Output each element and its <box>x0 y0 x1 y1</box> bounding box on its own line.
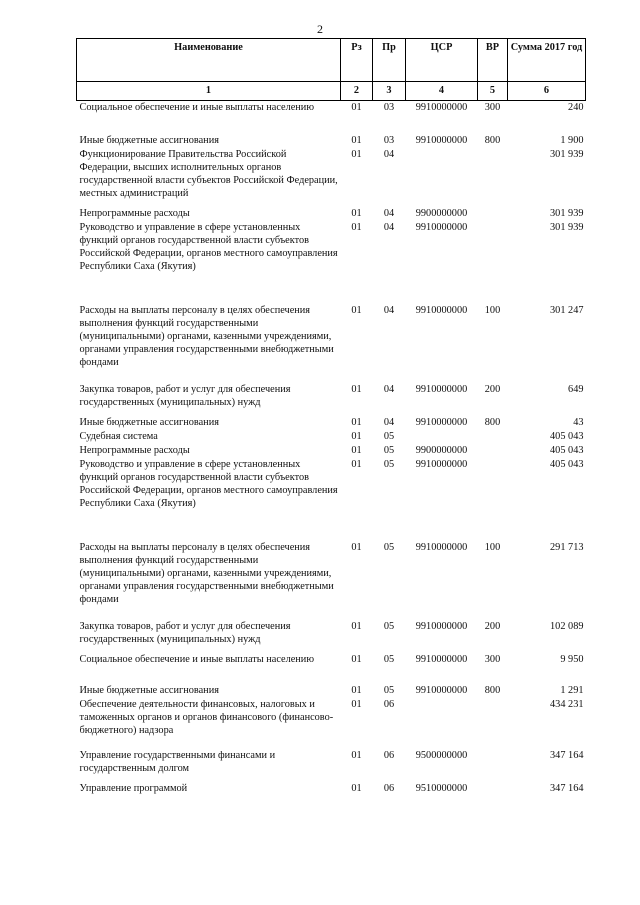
header-name: Наименование <box>77 39 341 82</box>
cell-csr: 9900000000 <box>415 444 468 456</box>
cell-csr: 9910000000 <box>415 684 468 696</box>
cell-rz: 01 <box>351 102 362 113</box>
cell-name: Руководство и управление в сфере установленных функций органов государственной власти субъектов Российской Федерации, органов местного самоуправления Республики Саха (Якутия) <box>79 458 338 510</box>
cell-name: Функционирование Правительства Российской Федерации, высших исполнительных органов государственной власти субъектов Российской Федерации, местных администраций <box>79 148 338 200</box>
table-row <box>77 134 586 148</box>
index-cell: 6 <box>508 82 586 101</box>
table-row <box>77 749 586 782</box>
table-row <box>77 383 586 416</box>
cell-vr <box>478 458 508 541</box>
cell-name: Обеспечение деятельности финансовых, налоговых и таможенных органов и органов финансового (финансово-бюджетного) надзора <box>79 698 334 736</box>
cell-sum: 43 <box>573 416 584 428</box>
cell-sum: 405 043 <box>550 458 584 470</box>
cell-sum: 1 291 <box>560 684 584 696</box>
cell-pr: 03 <box>383 134 395 146</box>
cell-vr <box>478 444 508 458</box>
header-csr: ЦСР <box>406 39 478 82</box>
cell-rz: 01 <box>351 383 362 395</box>
cell-pr: 03 <box>383 102 395 113</box>
cell-sum: 405 043 <box>550 430 584 442</box>
cell-pr: 04 <box>383 383 395 395</box>
table-row <box>77 458 586 541</box>
cell-name: Закупка товаров, работ и услуг для обеспечения государственных (муниципальных) нужд <box>79 383 291 408</box>
cell-vr <box>478 698 508 749</box>
table-row <box>77 620 586 653</box>
cell-pr: 04 <box>383 304 395 316</box>
cell-sum: 405 043 <box>550 444 584 456</box>
cell-pr: 04 <box>383 148 395 160</box>
table-row <box>77 148 586 207</box>
table-row <box>77 698 586 749</box>
cell-rz: 01 <box>351 207 362 219</box>
cell-csr <box>406 430 478 444</box>
cell-vr <box>478 221 508 304</box>
cell-vr <box>478 782 508 796</box>
cell-csr: 9910000000 <box>415 541 468 553</box>
cell-csr: 9910000000 <box>415 653 468 665</box>
cell-sum: 291 713 <box>550 541 584 553</box>
cell-vr <box>478 207 508 221</box>
index-cell: 2 <box>341 82 373 101</box>
cell-sum: 347 164 <box>550 782 584 794</box>
index-cell: 5 <box>478 82 508 101</box>
cell-rz: 01 <box>351 444 362 456</box>
header-row <box>77 39 586 82</box>
table-row <box>77 782 586 796</box>
cell-pr: 04 <box>383 221 395 233</box>
cell-rz: 01 <box>351 134 362 146</box>
cell-pr: 04 <box>383 207 395 219</box>
cell-pr: 06 <box>383 749 395 761</box>
table-row <box>77 653 586 684</box>
cell-sum: 301 247 <box>550 304 584 316</box>
cell-vr <box>478 749 508 782</box>
budget-table <box>76 38 586 796</box>
cell-csr: 9900000000 <box>415 207 468 219</box>
cell-csr: 9910000000 <box>415 304 468 316</box>
index-cell: 1 <box>77 82 341 101</box>
cell-rz: 01 <box>351 620 362 632</box>
cell-vr: 300 <box>484 102 501 113</box>
cell-name: Социальное обеспечение и иные выплаты населению <box>79 653 315 665</box>
cell-sum: 347 164 <box>550 749 584 761</box>
index-cell: 4 <box>406 82 478 101</box>
cell-name: Судебная система <box>79 430 158 442</box>
cell-rz: 01 <box>351 416 362 428</box>
cell-sum: 240 <box>568 102 584 113</box>
cell-name: Расходы на выплаты персоналу в целях обеспечения выполнения функций государственными (муниципальными) органами, казенными учреждениями, органами управления государственными внебюджетными фондами <box>79 541 334 606</box>
cell-name: Непрограммные расходы <box>79 207 190 219</box>
column-index-row <box>77 82 586 101</box>
cell-name: Руководство и управление в сфере установленных функций органов государственной власти субъектов Российской Федерации, органов местного самоуправления Республики Саха (Якутия) <box>79 221 338 273</box>
cell-pr: 05 <box>383 541 395 553</box>
cell-rz: 01 <box>351 430 362 442</box>
table-row <box>77 444 586 458</box>
cell-sum: 9 950 <box>560 653 584 665</box>
cell-sum: 301 939 <box>550 207 584 219</box>
cell-csr: 9510000000 <box>415 782 468 794</box>
cell-name: Управление государственными финансами и государственным долгом <box>79 749 276 774</box>
table-row <box>77 684 586 698</box>
cell-pr: 05 <box>383 430 395 442</box>
cell-vr: 800 <box>484 684 501 696</box>
cell-sum: 1 900 <box>560 134 584 146</box>
table-row <box>77 416 586 430</box>
cell-rz: 01 <box>351 684 362 696</box>
cell-name: Иные бюджетные ассигнования <box>79 416 219 428</box>
cell-pr: 05 <box>383 653 395 665</box>
cell-vr: 800 <box>484 416 501 428</box>
cell-vr: 800 <box>484 134 501 146</box>
cell-vr <box>478 430 508 444</box>
cell-rz: 01 <box>351 698 362 710</box>
page-number: 2 <box>317 22 323 36</box>
cell-csr: 9910000000 <box>415 102 468 113</box>
cell-pr: 05 <box>383 684 395 696</box>
cell-name: Расходы на выплаты персоналу в целях обеспечения выполнения функций государственными (муниципальными) органами, казенными учреждениями, органами управления государственными внебюджетными фондами <box>79 304 334 369</box>
index-cell: 3 <box>373 82 406 101</box>
cell-name: Иные бюджетные ассигнования <box>79 134 219 146</box>
cell-csr: 9910000000 <box>415 416 468 428</box>
cell-name: Закупка товаров, работ и услуг для обеспечения государственных (муниципальных) нужд <box>79 620 291 645</box>
cell-csr: 9910000000 <box>415 134 468 146</box>
cell-name: Непрограммные расходы <box>79 444 190 456</box>
cell-csr: 9500000000 <box>415 749 468 761</box>
cell-vr: 200 <box>484 620 501 632</box>
cell-csr: 9910000000 <box>415 458 468 470</box>
cell-rz: 01 <box>351 304 362 316</box>
cell-name: Управление программой <box>79 782 188 794</box>
cell-rz: 01 <box>351 221 362 233</box>
cell-csr <box>406 148 478 207</box>
cell-rz: 01 <box>351 458 362 470</box>
table-row <box>77 207 586 221</box>
cell-sum: 102 089 <box>550 620 584 632</box>
cell-rz: 01 <box>351 541 362 553</box>
header-rz: Рз <box>341 39 373 82</box>
header-sum: Сумма 2017 год <box>508 39 586 82</box>
table-row <box>77 541 586 620</box>
cell-pr: 05 <box>383 620 395 632</box>
cell-pr: 06 <box>383 698 395 710</box>
cell-pr: 06 <box>383 782 395 794</box>
cell-rz: 01 <box>351 749 362 761</box>
cell-vr: 300 <box>484 653 501 665</box>
cell-csr: 9910000000 <box>415 620 468 632</box>
cell-vr: 200 <box>484 383 501 395</box>
cell-sum: 301 939 <box>550 148 584 160</box>
cell-vr: 100 <box>484 304 501 316</box>
cell-sum: 649 <box>568 383 584 395</box>
cell-pr: 05 <box>383 444 395 456</box>
header-pr: Пр <box>373 39 406 82</box>
table-row <box>77 101 586 134</box>
cell-name: Социальное обеспечение и иные выплаты населению <box>79 102 315 113</box>
cell-sum: 301 939 <box>550 221 584 233</box>
table-row <box>77 304 586 383</box>
cell-csr: 9910000000 <box>415 221 468 233</box>
table-row <box>77 221 586 304</box>
cell-pr: 04 <box>383 416 395 428</box>
header-vr: ВР <box>478 39 508 82</box>
cell-name: Иные бюджетные ассигнования <box>79 684 219 696</box>
cell-vr <box>478 148 508 207</box>
cell-rz: 01 <box>351 653 362 665</box>
cell-csr <box>406 698 478 749</box>
cell-pr: 05 <box>383 458 395 470</box>
cell-rz: 01 <box>351 782 362 794</box>
cell-sum: 434 231 <box>550 698 584 710</box>
cell-csr: 9910000000 <box>415 383 468 395</box>
cell-vr: 100 <box>484 541 501 553</box>
cell-rz: 01 <box>351 148 362 160</box>
table-row <box>77 430 586 444</box>
